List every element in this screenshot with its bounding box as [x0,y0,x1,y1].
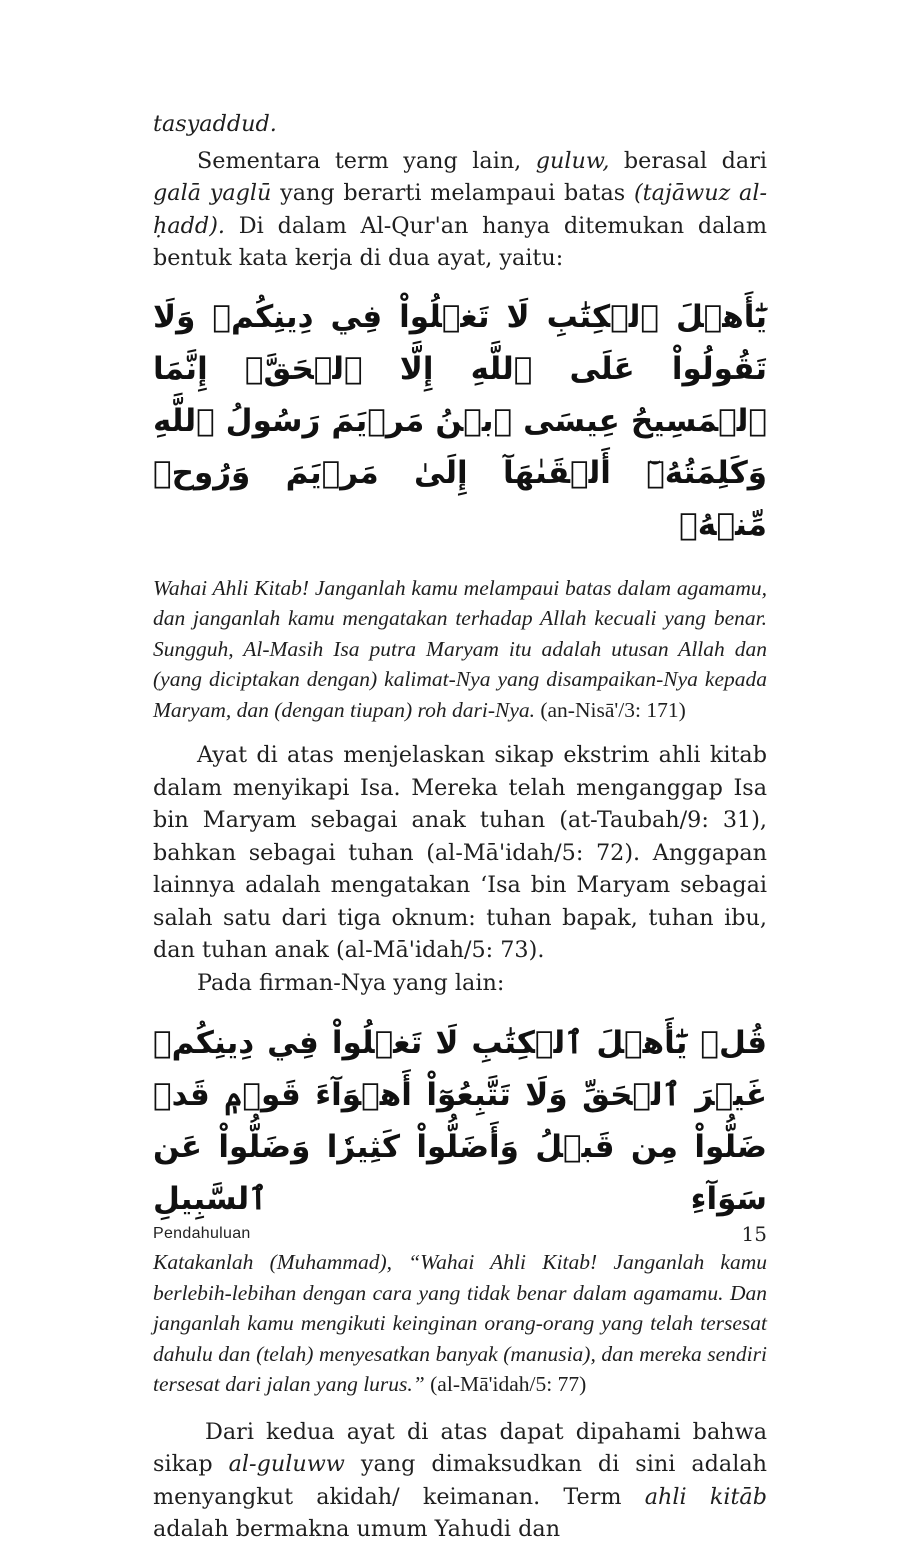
verse-reference-2: (al-Mā'idah/5: 77) [424,1372,587,1396]
running-footer-section: Pendahuluan [153,1225,251,1242]
page-number: 15 [741,1222,767,1246]
arabic-verse-an-nisa-171: يَٰٓأَهۡلَ ٱلۡكِتَٰبِ لَا تَغۡلُواْ فِي دِينِكُمۡ وَلَا تَقُولُواْ عَلَى ٱللَّهِ إِلَّا ٱلۡحَقَّۚ إِنَّمَا ٱلۡمَسِيحُ عِيسَى ٱبۡنُ مَرۡيَمَ رَسُولُ ٱللَّهِ وَكَلِمَتُهُۥٓ أَلۡقَىٰهَآ إِلَىٰ مَرۡيَمَ وَرُوحٞ مِّنۡهُۖ [153,298,767,543]
paragraph-explanation: Ayat di atas menjelaskan sikap ekstrim ahli kitab dalam menyikapi Isa. Mereka telah menganggap Isa bin Maryam sebagai anak tuhan (at-Taubah/9: 31), bahkan sebagai tuhan (al-Mā'idah/5: 72). Anggapan lainnya adalah mengatakan ‘Isa bin Maryam sebagai salah satu dari tiga oknum: tuhan bapak, tuhan ibu, dan tuhan anak (al-Mā'idah/5: 73). [153,742,767,963]
paragraph-intro-verse-2: Pada firman-Nya yang lain: [197,969,505,996]
paragraph-continuation [153,108,767,141]
arabic-verse-al-maidah-77: قُلۡ يَٰٓأَهۡلَ ٱلۡكِتَٰبِ لَا تَغۡلُواْ فِي دِينِكُمۡ غَيۡرَ ٱلۡحَقِّ وَلَا تَتَّبِعُوٓاْ أَهۡوَآءَ قَوۡمٖ قَدۡ ضَلُّواْ مِن قَبۡلُ وَأَضَلُّواْ كَثِيرٗا وَضَلُّواْ عَن سَوَآءِ ٱلسَّبِيلِ [153,1025,767,1217]
verse-reference-1: (an-Nisā'/3: 171) [534,697,686,722]
paragraph-guluw: Sementara term yang lain, guluw, berasal dari galā yaglū yang berarti melampaui batas (tajāwuz al-ḥadd). Di dalam Al-Qur'an hanya ditemukan dalam bentuk kata kerja di dua ayat, yaitu: [153,147,767,271]
paragraph-conclusion: Dari kedua ayat di atas dapat dipahami bahwa sikap al-guluww yang dimaksudkan di sini adalah menyangkut akidah/ keimanan. Term ahli kitāb adalah bermakna umum Yahudi dan [153,1418,767,1542]
verse-translation-1: Wahai Ahli Kitab! Janganlah kamu melampaui batas dalam agamamu, dan janganlah kamu mengatakan terhadap Allah kecuali yang benar. Sungguh, Al-Masih Isa putra Maryam itu adalah utusan Allah dan (yang diciptakan dengan) kalimat-Nya yang disampaikan-Nya kepada Maryam, dan (dengan tiupan) roh dari-Nya. (an-Nisā'/3: 171) [153,575,767,722]
page-body [153,108,767,1546]
italic-term: tasyaddud. [153,111,277,137]
verse-translation-2: Katakanlah (Muhammad), “Wahai Ahli Kitab! Janganlah kamu berlebih-lebihan dengan cara yang tidak benar dalam agamamu. Dan janganlah kamu mengikuti keinginan orang-orang yang telah tersesat dahulu dan (telah) menyesatkan banyak (manusia), dan mereka sendiri tersesat dari jalan yang lurus.” (al-Mā'idah/5: 77) [153,1250,767,1396]
